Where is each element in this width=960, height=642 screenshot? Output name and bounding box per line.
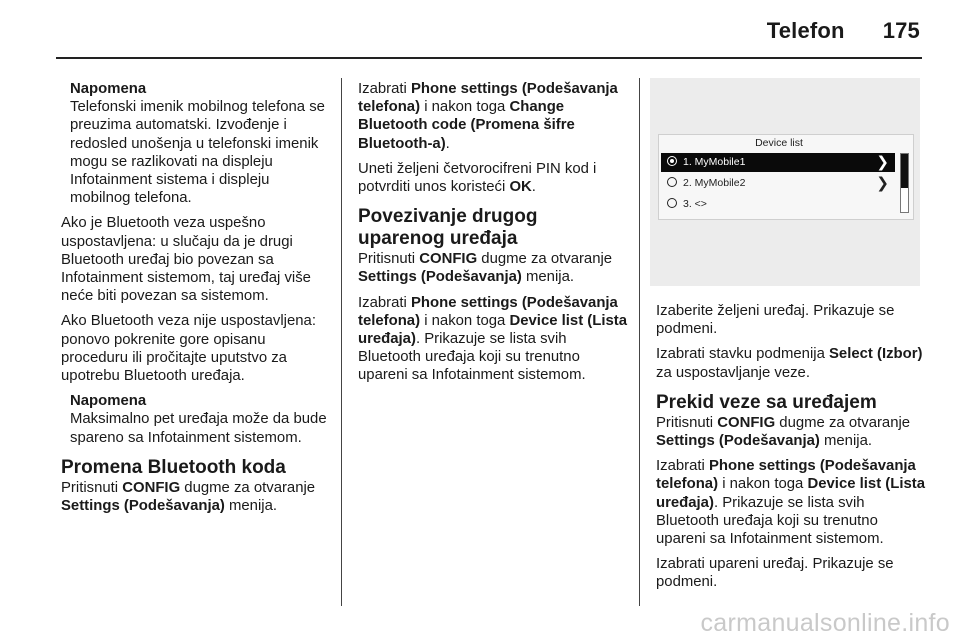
page-number: 175 xyxy=(882,18,920,43)
paragraph: Izabrati Phone settings (Podešavanja telefona) i nakon toga Device list (Lista uređaja). Prikazuje se lista svih Bluetooth uređaja koji su trenutno upareni sa Infotainment sistemom. xyxy=(358,294,628,384)
device-item[interactable] xyxy=(661,195,895,214)
radio-icon xyxy=(667,177,677,187)
column-middle xyxy=(358,80,628,392)
column-divider xyxy=(639,78,640,606)
paragraph: Izaberite željeni uređaj. Prikazuje se podmeni. xyxy=(656,303,895,338)
section-heading: Promena Bluetooth koda xyxy=(61,456,286,478)
chevron-right-icon: ❯ xyxy=(876,154,889,171)
chevron-right-icon: ❯ xyxy=(876,175,889,192)
device-item[interactable] xyxy=(661,174,895,193)
column-left xyxy=(61,80,333,522)
column-divider xyxy=(341,78,342,606)
device-item[interactable] xyxy=(661,153,895,172)
paragraph: Izabrati stavku podmenija Select (Izbor) za uspostavljanje veze. xyxy=(656,346,923,381)
device-list-screen xyxy=(658,134,914,220)
column-right xyxy=(656,302,928,599)
section-title: Telefon xyxy=(766,18,845,43)
note-box xyxy=(61,392,333,447)
scrollbar[interactable] xyxy=(900,153,909,213)
device-label: 3. <> xyxy=(683,198,707,210)
radio-icon xyxy=(667,198,677,208)
paragraph: Pritisnuti CONFIG dugme za otvaranje Settings (Podešavanja) menija. xyxy=(358,251,613,286)
paragraph: Izabrati upareni uređaj. Prikazuje se podmeni. xyxy=(656,556,894,591)
watermark: carmanualsonline.info xyxy=(700,609,950,637)
device-label: 2. MyMobile2 xyxy=(683,177,746,189)
screen-title: Device list xyxy=(755,137,803,149)
paragraph: Ako je Bluetooth veza uspešno uspostavljena: u slučaju da je drugi Bluetooth uređaj bio povezan sa Infotainment sistemom, taj uređaj više neće biti povezan sa sistemom. xyxy=(61,215,311,305)
paragraph: Pritisnuti CONFIG dugme za otvaranje Settings (Podešavanja) menija. xyxy=(61,479,316,515)
note-text: Maksimalno pet uređaja može da bude spareno sa Infotainment sistemom. xyxy=(70,411,327,446)
note-title: Napomena xyxy=(70,81,147,97)
paragraph: Pritisnuti CONFIG dugme za otvaranje Settings (Podešavanja) menija. xyxy=(656,414,911,450)
header-rule xyxy=(56,57,922,59)
device-label: 1. MyMobile1 xyxy=(683,156,746,168)
paragraph: Izabrati Phone settings (Podešavanja telefona) i nakon toga Device list (Lista uređaja). Prikazuje se lista svih Bluetooth uređaja koji su trenutno upareni sa Infotainment sistemom. xyxy=(656,458,926,548)
paragraph: Ako Bluetooth veza nije uspostavljena: ponovo pokrenite gore opisanu proceduru ili pročitajte uputstvo za upotrebu Bluetooth uređaja. xyxy=(61,313,316,385)
radio-selected-icon xyxy=(667,156,677,166)
paragraph: Izabrati Phone settings (Podešavanja telefona) i nakon toga Change Bluetooth code (Promena šifre Bluetooth-a). xyxy=(358,81,618,152)
paragraph: Uneti željeni četvorocifreni PIN kod i potvrditi unos koristeći OK. xyxy=(358,160,597,196)
note-box xyxy=(61,80,333,207)
section-heading: Prekid veze sa uređajem xyxy=(656,391,877,413)
note-title: Napomena xyxy=(70,393,147,410)
note-text: Telefonski imenik mobilnog telefona se preuzima automatski. Izvođenje i redosled unošenja u telefonski imenik mogu se razlikovati na displeju Infotainment sistema i displeju mobilnog telefona. xyxy=(70,99,325,207)
device-list-figure xyxy=(650,78,920,286)
page-header xyxy=(767,18,920,44)
section-heading: Povezivanje drugog uparenog uređaja xyxy=(358,206,538,250)
scrollbar-thumb[interactable] xyxy=(901,154,908,188)
